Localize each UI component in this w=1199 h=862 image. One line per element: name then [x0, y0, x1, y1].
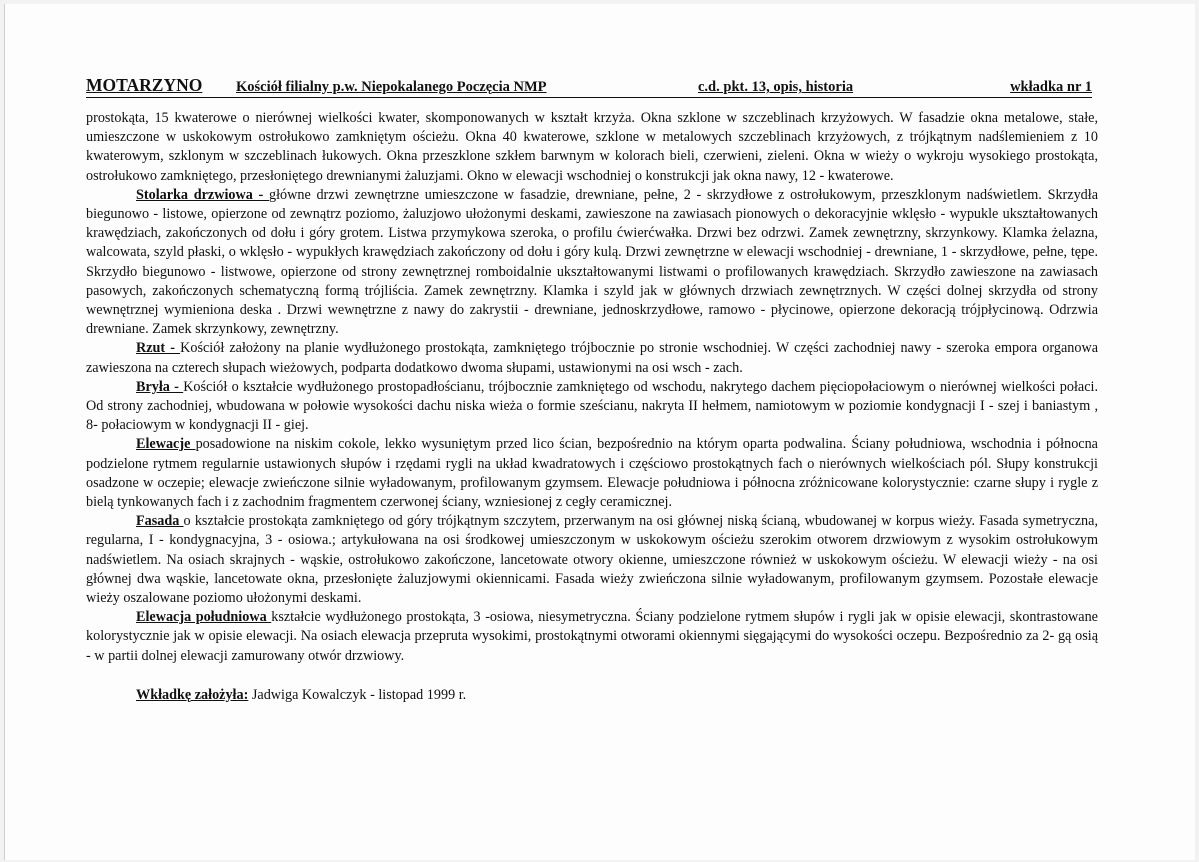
paragraph-text: prostokąta, 15 kwaterowe o nierównej wielkości kwater, skomponowanych w kształt krzyża. Okna szklone w szczeblinach krzyżowych. W fasadzie okna metalowe, stałe, umieszczone w uskokowym ostrołukowo zamkniętym ościeżu. Okna 40 kwaterowe, szklone w metalowych szczeblinach krzyżowych, z trójkątnym nadślemieniem z 10 kwaterowym, szklonym w szczeblinach łukowych. Okna przeszklone szkłem barwnym w kolorach bieli, czerwieni, zieleni. Okna w wieży o wykroju wysokiego prostokąta, ostrołukowo zamkniętego, przesłoniętego drewnianymi żaluzjami. Okno w elewacji wschodniej o konstrukcji jak okna nawy, 12 - kwaterowe.	[86, 110, 1098, 184]
signature-label: Wkładkę założyła:	[136, 686, 249, 703]
paragraph-text: główne drzwi zewnętrzne umieszczone w fasadzie, drewniane, pełne, 2 - skrzydłowe z ostrołukowym, przeszklonym nadświetlem. Skrzydła biegunowo - listowe, opierzone od zewnątrz poziomo, żaluzjowo ułożonymi deskami, zawieszone na zawiasach pionowych o dekoracyjnie wklęsło - wypukle ukształtowanych krawędziach, zakończonych od dołu i góry grotem. Listwa przymykowa szeroka, o profilu ćwierćwałka. Drzwi bez odrzwi. Zamek zewnętrzny, skrzynkowy. Klamka żelazna, walcowata, szyld płaski, o wklęsło - wypukłych krawędziach zakończony od dołu i góry kulą. Drzwi zewnętrzne w elewacji wschodniej - drewniane, 1 - skrzydłowe, pełne, tępe. Skrzydło biegunowo - listwowe, opierzone od strony zewnętrznej romboidalnie ukształtowanymi listwami o profilowanych krawędziach. Skrzydło zawieszone na zawiasach pasowych, zakończonych schematyczną formą trójliścia. Zamek zewnętrzny. Klamka i szyld jak w głównych drzwiach zewnętrznych. W części dolnej skrzydła od strony wewnętrznej wymieniona deska . Drzwi wewnętrzne z nawy do zakrystii - drewniane, jednoskrzydłowe, ramowo - płycinowe, opierzone dekoracją trójpłycinową. Odrzwia drewniane. Zamek skrzynkowy, zewnętrzny.	[86, 186, 1098, 338]
paragraph-plan	[86, 339, 1098, 377]
paragraph-text: posadowione na niskim cokole, lekko wysuniętym przed lico ścian, bezpośrednio na którym oparta podwalina. Ściany południowa, wschodnia i północna podzielone rytmem regularnie ustawionych słupów i rzędami rygli na układ kwadratowych i częściowo prostokątnych fach o nierównych wielkościach pól. Słupy konstrukcji osadzone w oczepie; elewacje zwieńczone silnie wyładowanym, profilowanym gzymsem. Elewacje południowa i północna zróżnicowane kolorystycznie: czarne słupy i rygle z bielą tynkowanych fach i z zachodnim fragmentem czerwonej ściany, wzniesionej z cegły ceramicznej.	[86, 436, 1098, 511]
paragraph-elevations	[86, 435, 1098, 512]
document-body	[86, 109, 1098, 705]
insert-number: wkładka nr 1	[1010, 79, 1092, 95]
section-heading: Elewacje	[136, 436, 196, 453]
document-header	[86, 77, 1092, 98]
document-sheet	[4, 4, 1195, 860]
paragraph-text: kształcie wydłużonego prostokąta, 3 -osiowa, niesymetryczna. Ściany podzielone rytmem słupów i rygli jak w opisie elewacji, skontrastowane kolorystycznie jak w opisie elewacji. Na osiach elewacja przepruta wysokimi, prostokątnymi otworami okiennymi sięgającymi do wysokości oczepu. Bezpośrednio za 2- gą osią - w partii dolnej elewacji zamurowany otwór drzwiowy.	[86, 609, 1098, 664]
signature-line	[86, 686, 1098, 705]
section-heading: Stolarka drzwiowa -	[136, 186, 269, 203]
paragraph-text: Kościół o kształcie wydłużonego prostopadłościanu, trójbocznie zamkniętego od wschodu, nakrytego dachem pięciopołaciowym o nierównej wielkości połaci. Od strony zachodniej, wbudowana w połowie wysokości dachu niska wieża o formie sześcianu, nakryta II hełmem, namiotowym w poziomie kondygnacji I - szej i baniastym , 8- połaciowym w kondygnacji II - giej.	[86, 378, 1098, 434]
paragraph-facade	[86, 512, 1098, 608]
section-heading: Bryła -	[136, 378, 184, 395]
paragraph-massing	[86, 378, 1098, 436]
section-heading: Fasada	[136, 513, 184, 530]
church-name: Kościół filialny p.w. Niepokalanego Poczęcia NMP	[236, 79, 547, 95]
place-name: MOTARZYNO	[86, 75, 203, 95]
paragraph-text: o kształcie prostokąta zamkniętego od góry trójkątnym szczytem, przerwanym na osi głównej niską ścianą, wbudowanej w korpus wieży. Fasada symetryczna, regularna, I - kondygnacyjna, 3 - osiowa.; artykułowana na osi środkowej umieszczonym w uskokowym ościeżu szerokim otworem drzwiowym z wysokim ostrołukowym nadświetlem. Na osiach skrajnych - wąskie, ostrołukowo zakończone, lancetowate otwory okienne, umieszczone również w uskokowym ościeżu. W elewacji wieży - na osi głównej dwa wąskie, lancetowate okna, przesłonięte żaluzjowymi okiennicami. Fasada wieży zwieńczona silnie wyładowanym, profilowanym gzymsem. Pozostałe elewacje wieży oszalowane poziomo ułożonymi deskami.	[86, 513, 1098, 607]
section-heading: Elewacja południowa	[136, 609, 272, 626]
section-reference: c.d. pkt. 13, opis, historia	[698, 79, 854, 95]
paragraph-text: Kościół założony na planie wydłużonego prostokąta, zamkniętego trójbocznie po stronie wschodniej. W części zachodniej nawy - szeroka empora organowa zawieszona na czterech słupach wieżowych, podparta dodatkowo dwoma słupami, ustawionymi na osi wsch - zach.	[86, 340, 1098, 376]
paragraph-south-elevation	[86, 608, 1098, 666]
paragraph-windows	[86, 109, 1098, 186]
section-heading: Rzut -	[136, 340, 181, 357]
paragraph-door-joinery	[86, 186, 1098, 340]
signature-text: Jadwiga Kowalczyk - listopad 1999 r.	[248, 686, 467, 703]
